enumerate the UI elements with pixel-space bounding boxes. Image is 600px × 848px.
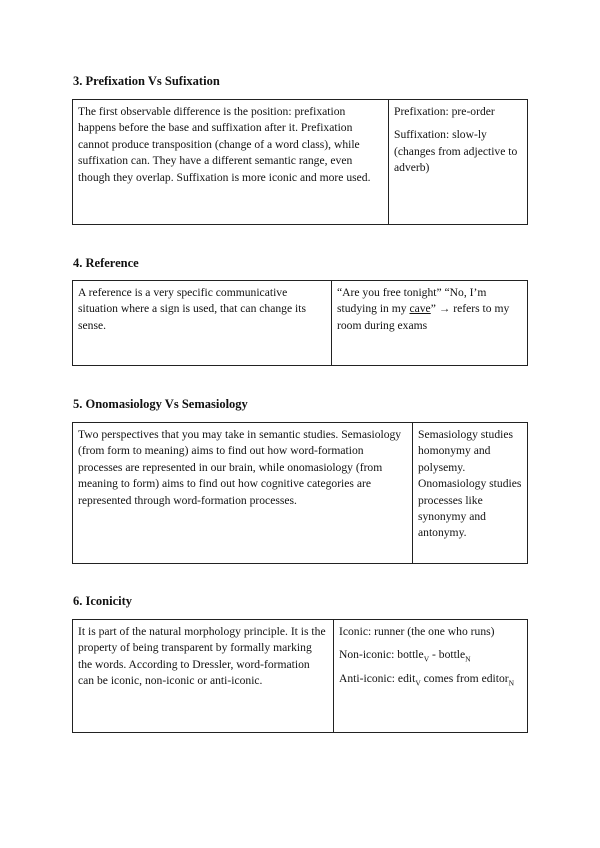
anticonic-sub-v: V bbox=[415, 678, 421, 688]
prefixation-explanation-text: The first observable difference is the position: prefixation happens before the base and suffixation after it. Prefixation cannot produce transposition (change of a word class), while suffixation can. They have a different semantic range, even though they overlap. Suffixation is more iconic and more used. bbox=[78, 105, 371, 184]
iconicity-explanation-text: It is part of the natural morphology principle. It is the property of being transparent by formally marking the words. According to Dressler, word-formation can be iconic, non-iconic or anti-iconic. bbox=[78, 625, 326, 688]
noniconic-text-a: Non-iconic: bottle bbox=[339, 648, 424, 662]
cell-reference-example bbox=[332, 281, 528, 366]
prefixation-example: Prefixation: pre-order bbox=[394, 105, 495, 118]
section-heading-prefixation: 3. Prefixation Vs Sufixation bbox=[73, 74, 220, 88]
reference-quote-part-a: “Are you free tonight” “No, I’m studying in my bbox=[337, 286, 487, 316]
cell-iconicity-examples bbox=[334, 620, 528, 733]
noniconic-sub-v: V bbox=[423, 654, 430, 664]
cell-iconicity-explanation bbox=[73, 620, 334, 733]
table-iconicity bbox=[72, 619, 528, 733]
section-heading-iconicity: 6. Iconicity bbox=[73, 594, 133, 608]
anticonic-text-b: comes from editor bbox=[420, 671, 509, 685]
reference-cave-word: cave bbox=[409, 302, 431, 316]
cell-onomasiology-examples bbox=[413, 423, 528, 564]
cell-prefixation-examples bbox=[389, 100, 528, 225]
reference-quote-part-b: ” → refers to my room during exams bbox=[337, 302, 510, 332]
iconic-example: Iconic: runner (the one who runs) bbox=[339, 625, 495, 638]
section-heading-onomasiology: 5. Onomasiology Vs Semasiology bbox=[73, 397, 248, 411]
cell-prefixation-explanation bbox=[73, 100, 389, 225]
anticonic-sub-n: N bbox=[508, 678, 515, 688]
section-heading-reference: 4. Reference bbox=[73, 256, 139, 270]
cell-reference-explanation bbox=[73, 281, 332, 366]
table-prefixation bbox=[72, 99, 528, 225]
anticonic-text-a: Anti-iconic: edit bbox=[339, 671, 416, 685]
cell-onomasiology-explanation bbox=[73, 423, 413, 564]
noniconic-text-b: - bottle bbox=[429, 648, 466, 662]
reference-example-text bbox=[337, 285, 522, 334]
onomasiology-examples-text: Semasiology studies homonymy and polysemy. Onomasiology studies processes like synonymy and antonymy. bbox=[418, 428, 522, 540]
reference-explanation-text: A reference is a very specific communicative situation where a sign is used, that can change its sense. bbox=[78, 286, 306, 332]
noniconic-sub-n: N bbox=[465, 654, 471, 664]
table-reference bbox=[72, 280, 528, 366]
anticonic-example bbox=[339, 671, 522, 687]
onomasiology-explanation-text: Two perspectives that you may take in semantic studies. Semasiology (from form to meaning) aims to find out how word-formation processes are represented in our brain, while onomasiology (from meaning to form) aims to find out how cognitive categories are represented through word-formation processes. bbox=[78, 428, 402, 507]
noniconic-example bbox=[339, 647, 522, 663]
table-onomasiology bbox=[72, 422, 528, 564]
suffixation-example: Suffixation: slow-ly (changes from adjective to adverb) bbox=[394, 128, 518, 175]
